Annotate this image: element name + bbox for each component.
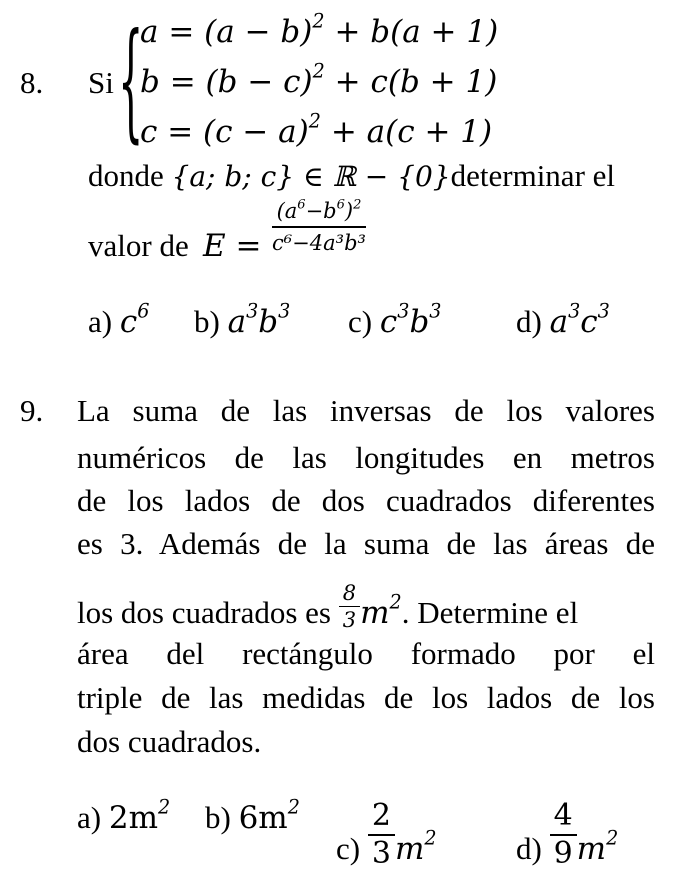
- option-exp: 3: [278, 299, 291, 323]
- option-value: c: [379, 304, 398, 340]
- option-exp: 3: [597, 299, 610, 323]
- q9-line-1: La suma de las inversas de los valores: [77, 393, 655, 428]
- num-part-2: −b: [305, 199, 337, 223]
- area-fraction: [339, 582, 360, 631]
- q9-line-3: de los lados de dos cuadrados diferentes: [77, 483, 655, 518]
- q9-option-c[interactable]: [336, 800, 437, 870]
- unit-exp: 2: [389, 590, 402, 614]
- q8-option-d[interactable]: [516, 299, 610, 340]
- domain-expression: {a; b; c} ∈ ℝ − {0}: [171, 160, 451, 193]
- eq3-lhs: c = (c − a): [140, 114, 309, 150]
- e-equals: E =: [203, 228, 262, 264]
- system-eq-1: [140, 8, 498, 56]
- option-value: 2m: [108, 800, 158, 836]
- system-eq-2: [140, 58, 497, 106]
- e-fraction: [272, 198, 366, 256]
- option-value: a: [549, 304, 569, 340]
- eq3-exp: 2: [308, 109, 321, 133]
- unit-m: m: [576, 831, 607, 867]
- q8-si: Si: [88, 65, 114, 100]
- e-fraction-numerator: [272, 198, 366, 228]
- q8-option-a[interactable]: [88, 299, 150, 340]
- q9-line-8: dos cuadrados.: [77, 724, 262, 759]
- option-value: 6m: [238, 800, 288, 836]
- option-value: b: [258, 304, 279, 340]
- q9-line-2: numéricos de las longitudes en metros: [77, 440, 655, 475]
- option-value: b: [409, 304, 430, 340]
- line5-text-end: . Determine el: [401, 595, 579, 630]
- option-label: c): [348, 304, 373, 339]
- option-label: a): [88, 304, 113, 339]
- valor-de-label: valor de: [88, 228, 189, 263]
- unit-exp: 2: [606, 826, 619, 850]
- num-exp-3: 2: [353, 197, 362, 213]
- eq2-exp: 2: [312, 59, 325, 83]
- fraction-denominator: 9: [553, 836, 573, 871]
- fraction-numerator: 4: [550, 800, 577, 836]
- option-exp: 2: [287, 795, 300, 819]
- line5-text: los dos cuadrados es: [77, 595, 331, 630]
- num-exp-1: 6: [297, 197, 306, 213]
- option-value: c: [119, 304, 138, 340]
- eq1-lhs: a = (a − b): [140, 14, 313, 50]
- system-eq-3: [140, 108, 492, 156]
- option-label: d): [516, 304, 542, 339]
- donde-line: [88, 158, 615, 195]
- option-fraction: [550, 800, 577, 870]
- unit-m: m: [394, 831, 425, 867]
- unit-m: m: [360, 595, 390, 631]
- eq3-rhs: + a(c + 1): [320, 114, 493, 150]
- system-brace: {: [118, 9, 144, 157]
- q8-option-c[interactable]: [348, 299, 442, 340]
- option-label: a): [77, 800, 102, 835]
- q9-line-5: [77, 582, 578, 631]
- q8-option-b[interactable]: [194, 299, 291, 340]
- q8-number: 8.: [20, 65, 44, 100]
- eq2-rhs: + c(b + 1): [324, 64, 498, 100]
- donde-word: donde: [88, 158, 164, 193]
- q9-option-a[interactable]: [77, 795, 171, 836]
- q9-option-d[interactable]: [516, 800, 618, 870]
- eq1-exp: 2: [312, 9, 325, 33]
- option-label: b): [194, 304, 220, 339]
- fraction-numerator: 8: [339, 582, 360, 607]
- unit-exp: 2: [424, 826, 437, 850]
- option-exp: 6: [137, 299, 150, 323]
- option-value: c: [580, 304, 598, 340]
- e-fraction-denominator: c⁶−4a³b³: [272, 231, 366, 255]
- determinar-text: determinar el: [450, 158, 616, 193]
- option-label: d): [516, 831, 542, 866]
- num-part-3: ): [344, 199, 354, 223]
- q9-number: 9.: [20, 393, 44, 428]
- option-label: c): [336, 831, 361, 866]
- option-label: b): [205, 800, 231, 835]
- q9-line-7: triple de las medidas de los lados de los: [77, 680, 655, 715]
- option-exp: 3: [397, 299, 410, 323]
- option-fraction: [368, 800, 395, 870]
- q9-option-b[interactable]: [205, 795, 300, 836]
- option-value: a: [227, 304, 247, 340]
- num-exp-2: 6: [336, 197, 345, 213]
- q9-line-4: es 3. Además de la suma de las áreas de: [77, 526, 655, 561]
- eq2-lhs: b = (b − c): [140, 64, 313, 100]
- fraction-denominator: 3: [342, 608, 357, 632]
- option-exp: 2: [157, 795, 171, 819]
- fraction-numerator: 2: [368, 800, 395, 836]
- q9-line-6: área del rectángulo formado por el: [77, 636, 655, 671]
- option-exp: 3: [429, 299, 442, 323]
- fraction-denominator: 3: [371, 836, 391, 871]
- num-part-1: (a: [276, 199, 298, 223]
- eq1-rhs: + b(a + 1): [324, 14, 499, 50]
- option-exp: 3: [568, 299, 581, 323]
- option-exp: 3: [246, 299, 259, 323]
